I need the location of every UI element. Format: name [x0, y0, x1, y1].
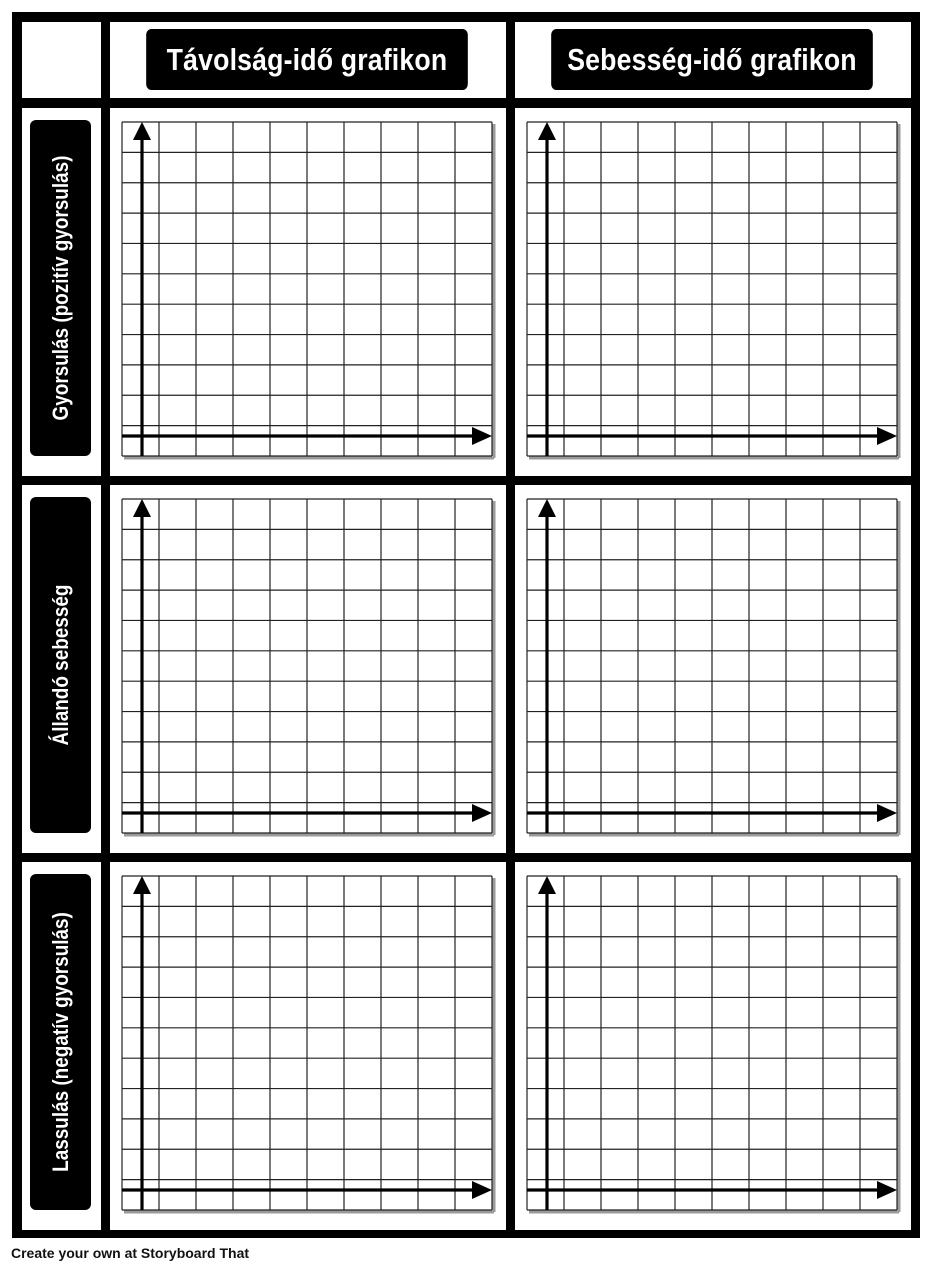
graph-grid[interactable]	[110, 108, 506, 476]
row-cell-acceleration	[22, 108, 101, 476]
graph-cell-acceleration-distance	[110, 108, 506, 476]
row-label-constant-speed-box	[30, 497, 91, 833]
x-axis-arrow-icon	[472, 1181, 492, 1199]
storyboard-footer-link[interactable]: Create your own at Storyboard That	[11, 1245, 250, 1261]
y-axis-arrow-icon	[538, 876, 556, 894]
corner-cell	[22, 22, 101, 98]
x-axis-arrow-icon	[877, 804, 897, 822]
row-label-acceleration: Gyorsulás (pozitív gyorsulás)	[47, 155, 73, 421]
graph-cell-constant-velocity	[515, 485, 911, 853]
y-axis-arrow-icon	[133, 122, 151, 140]
header-cell-distance-time	[110, 22, 506, 98]
graph-cell-deceleration-distance	[110, 862, 506, 1230]
x-axis-arrow-icon	[472, 804, 492, 822]
row-cell-constant-speed	[22, 485, 101, 853]
row-cell-deceleration	[22, 862, 101, 1230]
x-axis-arrow-icon	[877, 427, 897, 445]
graph-grid[interactable]	[515, 108, 911, 476]
graph-grid[interactable]	[110, 485, 506, 853]
y-axis-arrow-icon	[133, 876, 151, 894]
graph-cell-deceleration-velocity	[515, 862, 911, 1230]
row-label-acceleration-box	[30, 120, 91, 456]
graph-cell-acceleration-velocity	[515, 108, 911, 476]
column-header-distance-time: Távolság-idő grafikon	[146, 29, 468, 90]
row-label-constant-speed: Állandó sebesség	[47, 584, 73, 746]
y-axis-arrow-icon	[538, 122, 556, 140]
y-axis-arrow-icon	[538, 499, 556, 517]
x-axis-arrow-icon	[472, 427, 492, 445]
graph-cell-constant-distance	[110, 485, 506, 853]
graph-grid[interactable]	[110, 862, 506, 1230]
graph-grid[interactable]	[515, 862, 911, 1230]
y-axis-arrow-icon	[133, 499, 151, 517]
header-cell-velocity-time	[515, 22, 911, 98]
column-header-velocity-time: Sebesség-idő grafikon	[551, 29, 873, 90]
x-axis-arrow-icon	[877, 1181, 897, 1199]
row-label-deceleration-box	[30, 874, 91, 1210]
graph-grid[interactable]	[515, 485, 911, 853]
row-label-deceleration: Lassulás (negatív gyorsulás)	[47, 912, 73, 1172]
